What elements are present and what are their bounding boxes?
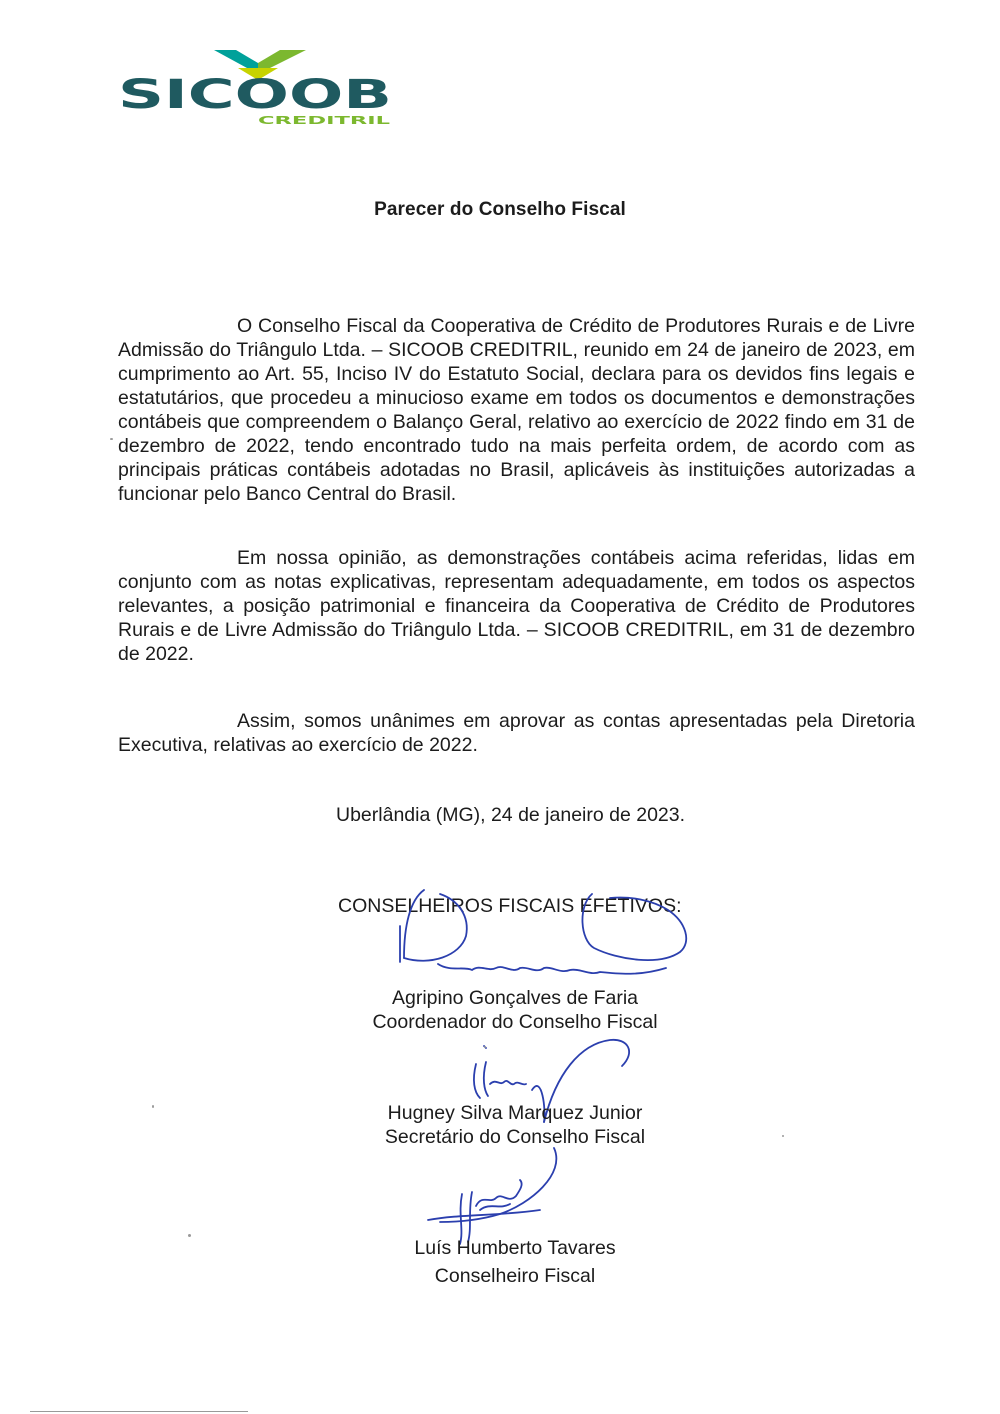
- scan-speck: [188, 1234, 191, 1237]
- paragraph-2: Em nossa opinião, as demonstrações contábeis acima referidas, lidas em conjunto com as notas explicativas, representam adequadamente, em todos os aspectos relevantes, a posição patrimonial e financeira da Cooperativa de Crédito de Produtores Rurais e de Livre Admissão do Triângulo Ltda. – SICOOB CREDITRIL, em 31 de dezembro de 2022.: [118, 547, 915, 665]
- scan-edge-line: [30, 1411, 248, 1412]
- signer-2-name: Hugney Silva Marquez Junior: [387, 1102, 643, 1124]
- document-title: Parecer do Conselho Fiscal: [374, 199, 626, 220]
- paragraph-3: Assim, somos unânimes em aprovar as contas apresentadas pela Diretoria Executiva, relativas ao exercício de 2022.: [118, 710, 915, 756]
- scan-speck: [152, 1105, 154, 1108]
- logo-sub-text: CREDITRIL: [258, 114, 390, 127]
- signer-2-role: Secretário do Conselho Fiscal: [384, 1126, 646, 1148]
- signature-1-image: [380, 886, 700, 986]
- signer-3-name: Luís Humberto Tavares: [414, 1237, 616, 1259]
- place-date: Uberlândia (MG), 24 de janeiro de 2023.: [336, 804, 686, 826]
- scan-speck: [110, 438, 113, 440]
- signatures-heading: CONSELHEIROS FISCAIS EFETIVOS:: [338, 895, 682, 917]
- signer-1-role: Coordenador do Conselho Fiscal: [372, 1011, 658, 1033]
- paragraph-1: O Conselho Fiscal da Cooperativa de Crédito de Produtores Rurais e de Livre Admissão do Triângulo Ltda. – SICOOB CREDITRIL, reunido em 24 de janeiro de 2023, em cumprimento ao Art. 55, Inciso IV do Estatuto Social, declara para os devidos fins legais e estatutários, que procedeu a minucioso exame em todos os documentos e demonstrações contábeis que compreendem o Balanço Geral, relativo ao exercício de 2022 findo em 31 de dezembro de 2022, tendo encontrado tudo na mais perfeita ordem, de acordo com as principais práticas contábeis adotadas no Brasil, aplicáveis às instituições autorizadas a funcionar pelo Banco Central do Brasil.: [118, 315, 915, 505]
- signer-3-role: Conselheiro Fiscal: [434, 1265, 596, 1287]
- scan-speck: [484, 1046, 486, 1048]
- sicoob-creditril-logo: [118, 46, 398, 130]
- logo-brand-text: SICOOB: [118, 72, 392, 118]
- scan-speck: [782, 1135, 784, 1137]
- signer-1-name: Agripino Gonçalves de Faria: [391, 987, 639, 1009]
